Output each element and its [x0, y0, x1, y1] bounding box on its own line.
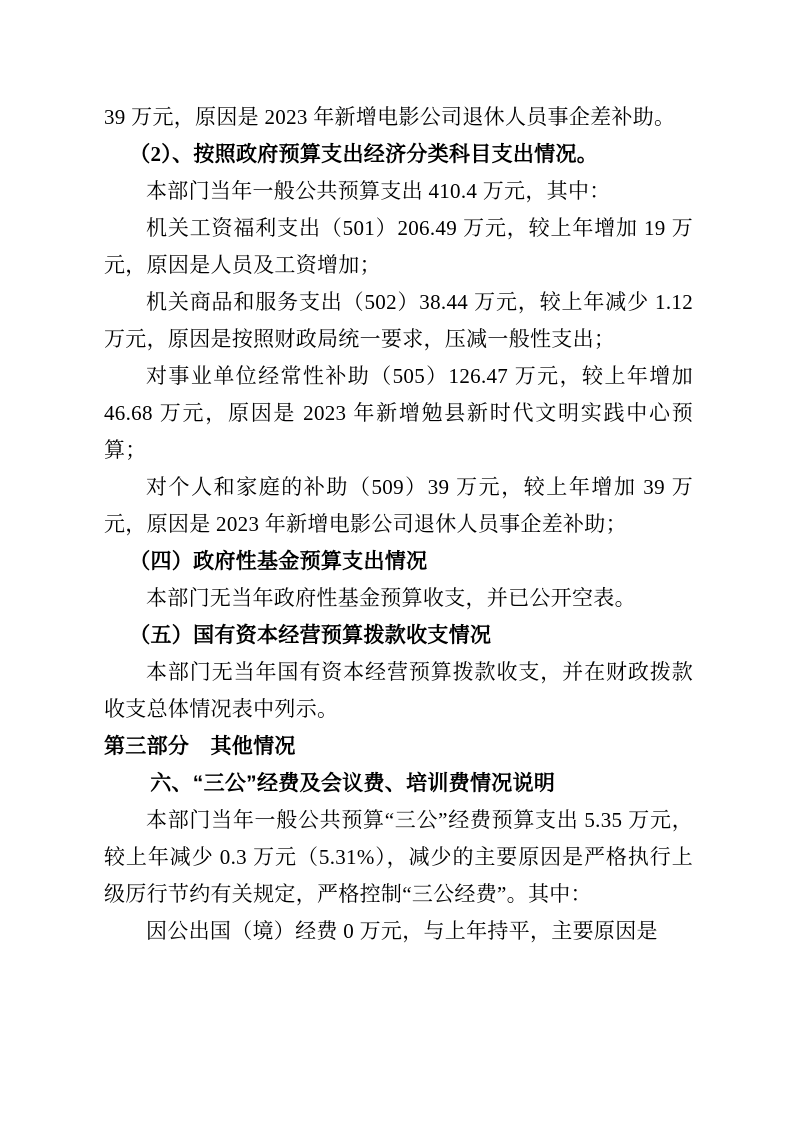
paragraph-wage-welfare-501: 机关工资福利支出（501）206.49 万元，较上年增加 19 万元，原因是人员及工资增加；: [104, 216, 693, 277]
heading-six-sangong: 六、“三公”经费及会议费、培训费情况说明: [150, 772, 556, 795]
paragraph-sangong-summary: 本部门当年一般公共预算“三公”经费预算支出 5.35 万元，较上年减少 0.3 万元（5.31%），减少的主要原因是严格执行上级厉行节约有关规定，严格控制“三公经费”。其中：: [104, 808, 693, 906]
paragraph-section-four: 本部门无当年政府性基金预算收支，并已公开空表。: [146, 586, 636, 610]
paragraph-total-expenditure: 本部门当年一般公共预算支出 410.4 万元，其中：: [146, 179, 611, 203]
heading-section-five: （五）国有资本经营预算拨款收支情况: [129, 623, 492, 647]
paragraph-individual-family-509: 对个人和家庭的补助（509）39 万元，较上年增加 39 万元，原因是 2023 年新增电影公司退休人员事企差补助；: [104, 475, 693, 536]
paragraph-institution-subsidy-505: 对事业单位经常性补助（505）126.47 万元，较上年增加 46.68 万元，原因是 2023 年新增勉县新时代文明实践中心预算；: [104, 364, 693, 462]
paragraph-abroad-expense: 因公出国（境）经费 0 万元，与上年持平，主要原因是: [146, 919, 658, 943]
paragraph-carryover: 39 万元，原因是 2023 年新增电影公司退休人员事企差补助。: [104, 105, 676, 129]
heading-part-three: 第三部分 其他情况: [104, 734, 296, 758]
heading-economic-classification: （2）、按照政府预算支出经济分类科目支出情况。: [129, 142, 599, 166]
heading-section-four: （四）政府性基金预算支出情况: [129, 549, 428, 573]
paragraph-section-five: 本部门无当年国有资本经营预算拨款收支，并在财政拨款收支总体情况表中列示。: [104, 660, 693, 721]
paragraph-goods-services-502: 机关商品和服务支出（502）38.44 万元，较上年减少 1.12 万元，原因是按照财政局统一要求，压减一般性支出；: [104, 290, 693, 351]
